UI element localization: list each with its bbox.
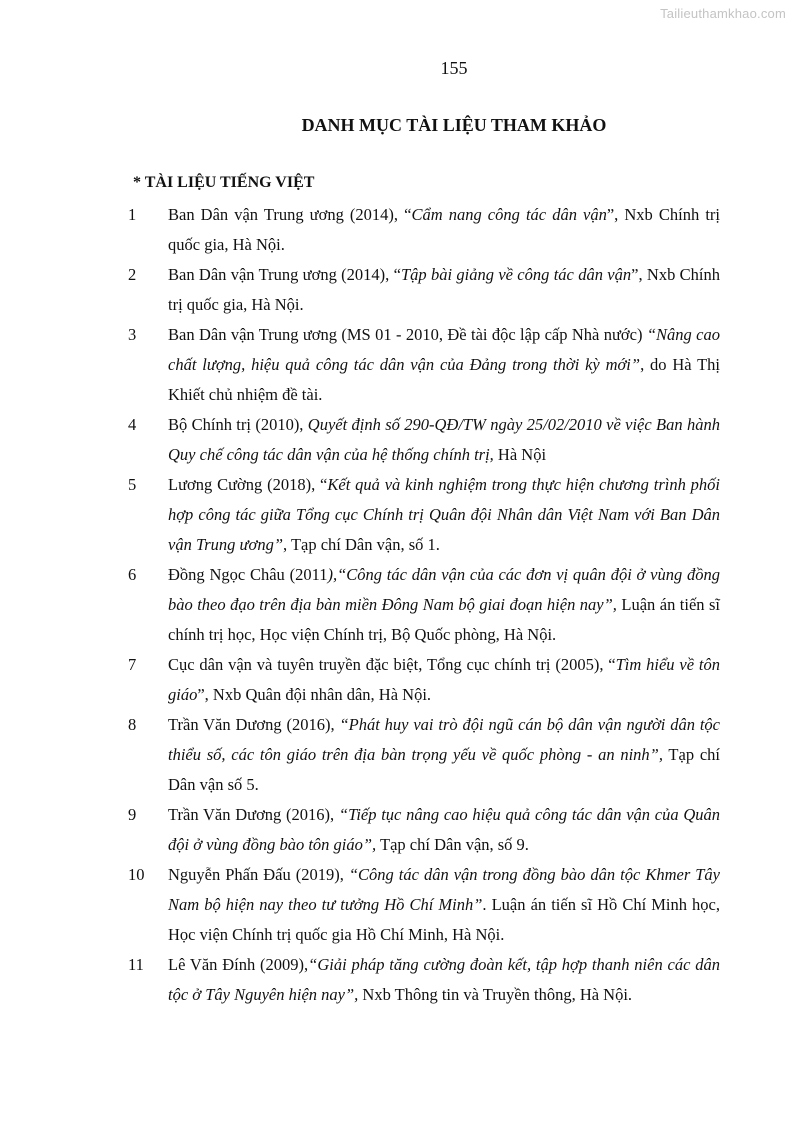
reference-number: 8 bbox=[128, 715, 137, 734]
reference-number: 3 bbox=[128, 325, 137, 344]
reference-text: Ban Dân vận Trung ương (2014), “Cẩm nang công tác dân vận”, Nxb Chính trị quốc gia, Hà Nội. bbox=[168, 205, 720, 254]
reference-number: 1 bbox=[128, 205, 137, 224]
reference-list bbox=[120, 200, 720, 1010]
section-heading: * TÀI LIỆU TIẾNG VIỆT bbox=[133, 174, 315, 191]
reference-text: Đồng Ngọc Châu (2011),“Công tác dân vận của các đơn vị quân đội ở vùng đồng bào theo đạo trên địa bàn miền Đông Nam bộ giai đoạn hiện nay”, Luận án tiến sĩ chính trị học, Học viện Chính trị, Bộ Quốc phòng, Hà Nội. bbox=[168, 565, 720, 644]
reference-item bbox=[120, 470, 720, 560]
reference-item bbox=[120, 560, 720, 650]
reference-text: Cục dân vận và tuyên truyền đặc biệt, Tổng cục chính trị (2005), “Tìm hiểu về tôn giáo”, Nxb Quân đội nhân dân, Hà Nội. bbox=[168, 655, 720, 704]
reference-text: Ban Dân vận Trung ương (2014), “Tập bài giảng về công tác dân vận”, Nxb Chính trị quốc gia, Hà Nội. bbox=[168, 265, 720, 314]
page-title: DANH MỤC TÀI LIỆU THAM KHẢO bbox=[301, 115, 607, 135]
reference-text: Nguyễn Phấn Đấu (2019), “Công tác dân vận trong đồng bào dân tộc Khmer Tây Nam bộ hiện nay theo tư tưởng Hồ Chí Minh”. Luận án tiến sĩ Hồ Chí Minh học, Học viện Chính trị quốc gia Hồ Chí Minh, Hà Nội. bbox=[168, 865, 721, 944]
reference-item bbox=[120, 200, 720, 260]
reference-number: 11 bbox=[128, 955, 144, 974]
reference-text: Trần Văn Dương (2016), “Phát huy vai trò đội ngũ cán bộ dân vận người dân tộc thiểu số, các tôn giáo trên địa bàn trọng yếu về quốc phòng - an ninh”, Tạp chí Dân vận số 5. bbox=[168, 715, 720, 794]
reference-item bbox=[120, 710, 720, 800]
reference-text: Lê Văn Đính (2009),“Giải pháp tăng cường đoàn kết, tập hợp thanh niên các dân tộc ở Tây Nguyên hiện nay”, Nxb Thông tin và Truyền thông, Hà Nội. bbox=[168, 955, 720, 1004]
watermark: Tailieuthamkhao.com bbox=[660, 6, 786, 21]
reference-item bbox=[120, 800, 720, 860]
reference-item bbox=[120, 860, 720, 950]
reference-item bbox=[120, 260, 720, 320]
reference-number: 10 bbox=[128, 865, 145, 884]
reference-text: Lương Cường (2018), “Kết quả và kinh nghiệm trong thực hiện chương trình phối hợp công tác giữa Tổng cục Chính trị Quân đội Nhân dân Việt Nam với Ban Dân vận Trung ương”, Tạp chí Dân vận, số 1. bbox=[168, 475, 721, 554]
reference-number: 2 bbox=[128, 265, 137, 284]
page-number: 155 bbox=[440, 58, 468, 78]
reference-text: Ban Dân vận Trung ương (MS 01 - 2010, Đề tài độc lập cấp Nhà nước) “Nâng cao chất lượng, hiệu quả công tác dân vận của Đảng trong thời kỳ mới”, do Hà Thị Khiết chủ nhiệm đề tài. bbox=[168, 325, 721, 404]
reference-text: Trần Văn Dương (2016), “Tiếp tục nâng cao hiệu quả công tác dân vận của Quân đội ở vùng đồng bào tôn giáo”, Tạp chí Dân vận, số 9. bbox=[168, 805, 720, 854]
reference-item bbox=[120, 650, 720, 710]
reference-number: 4 bbox=[128, 415, 137, 434]
reference-number: 7 bbox=[128, 655, 137, 674]
reference-item bbox=[120, 950, 720, 1010]
reference-number: 9 bbox=[128, 805, 137, 824]
reference-number: 5 bbox=[128, 475, 137, 494]
reference-number: 6 bbox=[128, 565, 137, 584]
reference-text: Bộ Chính trị (2010), Quyết định số 290-QĐ/TW ngày 25/02/2010 về việc Ban hành Quy chế công tác dân vận của hệ thống chính trị, Hà Nội bbox=[168, 415, 720, 464]
reference-item bbox=[120, 320, 720, 410]
reference-item bbox=[120, 410, 720, 470]
